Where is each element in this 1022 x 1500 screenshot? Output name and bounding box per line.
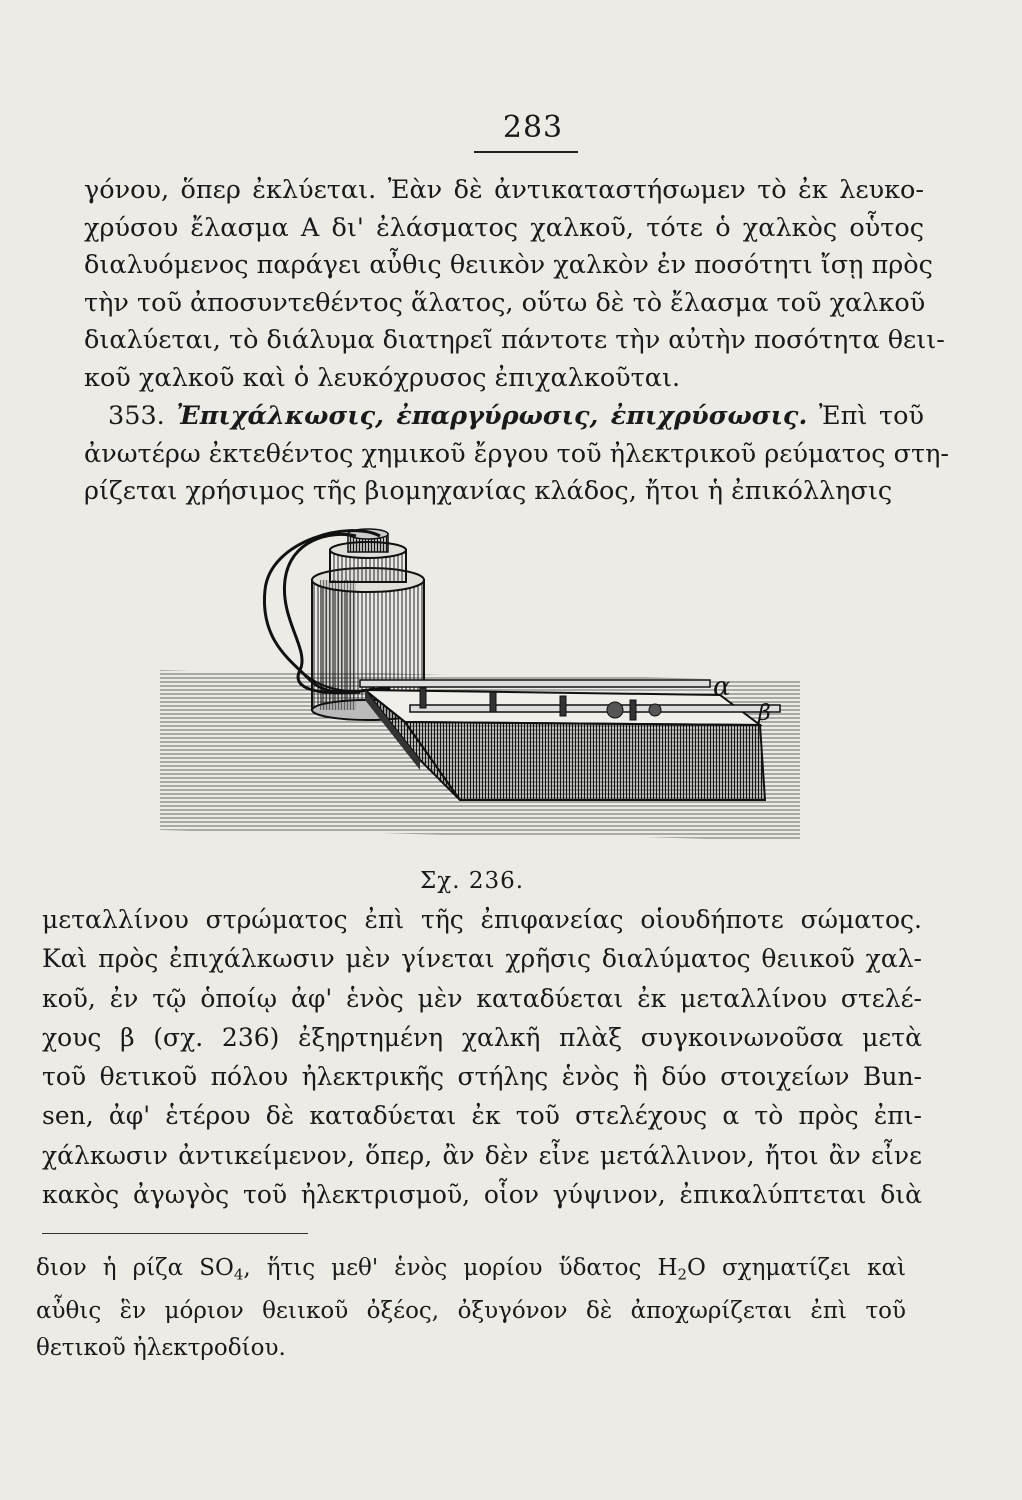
text-line: ρίζεται χρήσιμος τῆς βιομηχανίας κλάδος, ἤτοι ἡ ἐπικόλλησις	[84, 476, 893, 506]
label-alpha: α	[713, 672, 731, 702]
label-beta: β	[758, 701, 771, 726]
footnote-line: θετικοῦ ἠλεκτροδίου.	[36, 1335, 286, 1362]
text-line: τοῦ θετικοῦ πόλου ἠλεκτρικῆς στήλης ἑνὸς ἢ δύο στοιχείων Bun-	[42, 1062, 922, 1092]
text-line: μεταλλίνου στρώματος ἐπὶ τῆς ἐπιφανείας οἱουδήποτε σώματος.	[42, 905, 922, 934]
section-text-start: Ἐπὶ τοῦ	[818, 401, 924, 431]
footnote-text: , ἥτις μεθ' ἑνὸς μορίου ὕδατος H	[243, 1255, 678, 1281]
footnote-rule	[42, 1233, 308, 1234]
apparatus-illustration	[160, 520, 800, 860]
text-line: κακὸς ἀγωγὸς τοῦ ἠλεκτρισμοῦ, οἷον γύψινον, ἐπικαλύπτεται διὰ	[42, 1180, 922, 1210]
figure-caption: Σχ. 236.	[420, 868, 525, 894]
footnote-text: O σχηματίζει καὶ	[687, 1255, 906, 1281]
footnote-text: διον ἡ ρίζα SO	[36, 1255, 234, 1281]
text-line: κοῦ χαλκοῦ καὶ ὁ λευκόχρυσος ἐπιχαλκοῦται.	[84, 362, 681, 393]
text-line: sen, ἀφ' ἑτέρου δὲ καταδύεται ἐκ τοῦ στελέχους α τὸ πρὸς ἐπι-	[42, 1101, 922, 1131]
section-353	[84, 398, 950, 511]
text-line: Καὶ πρὸς ἐπιχάλκωσιν μὲν γίνεται χρῆσις διαλύματος θειικοῦ χαλ-	[42, 944, 922, 974]
section-title: Ἐπιχάλκωσις, ἐπαργύρωσις, ἐπιχρύσωσις.	[176, 401, 808, 431]
text-line: διαλύεται, τὸ διάλυμα διατηρεῖ πάντοτε τὴν αὐτὴν ποσότητα θειι-	[84, 325, 945, 355]
page-number-rule	[474, 151, 578, 153]
text-line: γόνου, ὅπερ ἐκλύεται. Ἐὰν δὲ ἀντικαταστήσωμεν τὸ ἐκ λευκο-	[84, 175, 924, 205]
text-line: κοῦ, ἐν τῷ ὁποίῳ ἀφ' ἑνὸς μὲν καταδύεται ἐκ μεταλλίνου στελέ-	[42, 983, 922, 1013]
text-line: χάλκωσιν ἀντικείμενον, ὅπερ, ἂν δὲν εἶνε μετάλλινον, ἤτοι ἂν εἶνε	[42, 1140, 922, 1170]
text-line: χρύσου ἔλασμα Α δι' ἐλάσματος χαλκοῦ, τότε ὁ χαλκὸς οὗτος	[84, 212, 924, 243]
figure-electroplating-apparatus	[160, 520, 800, 860]
section-heading-line	[84, 398, 924, 436]
page-number: 283	[502, 110, 564, 145]
paragraph-3	[42, 900, 922, 1214]
text-line: ἀνωτέρω ἐκτεθέντος χημικοῦ ἔργου τοῦ ἠλεκτρικοῦ ρεύματος στη-	[84, 438, 950, 469]
text-line: χους β (σχ. 236) ἐξηρτημένη χαλκῆ πλὰξ συγκοινωνοῦσα μετὰ	[42, 1022, 922, 1052]
subscript: 4	[233, 1265, 244, 1284]
footnote-line	[36, 1250, 906, 1293]
text-line: διαλυόμενος παράγει αὖθις θειικὸν χαλκὸν ἐν ποσότητι ἴσῃ πρὸς	[84, 250, 933, 280]
section-number: 353.	[108, 401, 165, 431]
footnote-line: αὖθις ἓν μόριον θειικοῦ ὀξέος, ὀξυγόνον δὲ ἀποχωρίζεται ἐπὶ τοῦ	[36, 1298, 906, 1325]
footnote	[36, 1250, 906, 1367]
text-line: τὴν τοῦ ἀποσυντεθέντος ἅλατος, οὕτω δὲ τὸ ἔλασμα τοῦ χαλκοῦ	[84, 287, 926, 318]
paragraph-1	[84, 172, 945, 397]
subscript: 2	[677, 1265, 688, 1284]
